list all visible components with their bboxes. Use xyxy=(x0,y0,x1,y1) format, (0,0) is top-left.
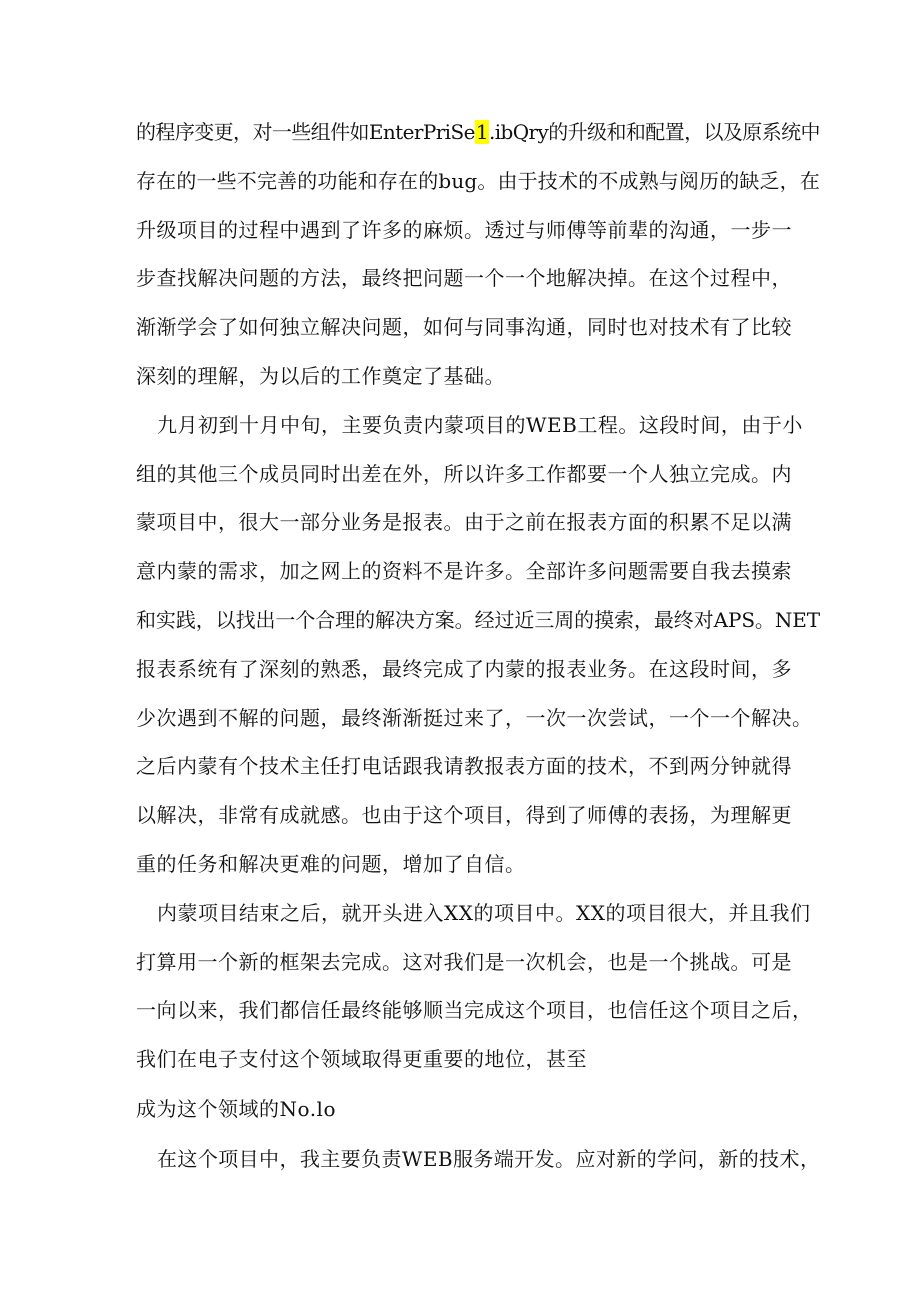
text-segment: 以解决，非常有成就感。也由于这个项目，得到了师傅的表扬，为理解更 xyxy=(136,803,792,827)
text-line xyxy=(136,950,792,974)
text-segment: 意内蒙的需求，加之网上的资料不是许多。全部许多问题需要自我去摸索 xyxy=(136,559,792,583)
text-line xyxy=(136,1097,336,1121)
text-segment: 少次遇到不解的问题，最终渐渐挺过来了，一次一次尝试，一个一个解决。 xyxy=(136,706,813,730)
text-line xyxy=(136,364,505,388)
text-segment: 之后内蒙有个技术主任打电话跟我请教报表方面的技术，不到两分钟就得 xyxy=(136,754,792,778)
text-line xyxy=(136,608,820,632)
text-line xyxy=(136,169,820,193)
text-segment: .ibQry的升级和和配置，以及原系统中 xyxy=(488,120,820,144)
text-line xyxy=(136,120,820,144)
text-line xyxy=(136,803,792,827)
text-line xyxy=(136,754,792,778)
text-line xyxy=(136,462,792,486)
text-segment: 和实践，以找出一个合理的解决方案。经过近三周的摸索，最终对APS。NET xyxy=(136,608,821,632)
text-line xyxy=(136,998,813,1022)
text-segment: 存在的一些不完善的功能和存在的bug。由于技术的不成熟与阅历的缺乏，在 xyxy=(136,169,820,193)
text-line xyxy=(136,559,792,583)
text-segment: 成为这个领域的No.lo xyxy=(136,1097,336,1121)
text-line xyxy=(157,901,810,925)
text-segment: 内蒙项目结束之后，就开头进入XX的项目中。XX的项目很大，并且我们 xyxy=(157,901,811,925)
text-segment: 打算用一个新的框架去完成。这对我们是一次机会，也是一个挑战。可是 xyxy=(136,950,792,974)
text-segment: 渐渐学会了如何独立解决问题，如何与同事沟通，同时也对技术有了比较 xyxy=(136,315,792,339)
highlighted-text: 1 xyxy=(475,120,488,144)
text-line xyxy=(136,510,792,534)
text-segment: 组的其他三个成员同时出差在外，所以许多工作都要一个人独立完成。内 xyxy=(136,462,792,486)
text-segment: 步查找解决问题的方法，最终把问题一个一个地解决掉。在这个过程中， xyxy=(136,266,792,290)
text-line xyxy=(136,657,792,681)
text-line xyxy=(136,706,813,730)
text-segment: 升级项目的过程中遇到了许多的麻烦。透过与师傅等前辈的沟通，一步一 xyxy=(136,218,792,242)
text-line xyxy=(136,315,792,339)
text-line xyxy=(157,413,803,437)
text-line xyxy=(157,1147,820,1171)
text-segment: 九月初到十月中旬，主要负责内蒙项目的WEB工程。这段时间，由于小 xyxy=(157,413,803,437)
text-line xyxy=(136,218,792,242)
text-segment: 报表系统有了深刻的熟悉，最终完成了内蒙的报表业务。在这段时间，多 xyxy=(136,657,792,681)
text-line xyxy=(136,1047,587,1071)
text-segment: 重的任务和解决更难的问题，增加了自信。 xyxy=(136,852,526,876)
text-segment: 一向以来，我们都信任最终能够顺当完成这个项目，也信任这个项目之后， xyxy=(136,998,813,1022)
text-segment: 在这个项目中，我主要负责WEB服务端开发。应对新的学问，新的技术， xyxy=(157,1147,821,1171)
text-segment: 蒙项目中，很大一部分业务是报表。由于之前在报表方面的积累不足以满 xyxy=(136,510,792,534)
text-line xyxy=(136,266,792,290)
text-segment: 的程序变更，对一些组件如EnterPriSe xyxy=(136,120,475,144)
text-segment: 深刻的理解，为以后的工作奠定了基础。 xyxy=(136,364,505,388)
text-line xyxy=(136,852,526,876)
text-segment: 我们在电子支付这个领域取得更重要的地位，甚至 xyxy=(136,1047,587,1071)
